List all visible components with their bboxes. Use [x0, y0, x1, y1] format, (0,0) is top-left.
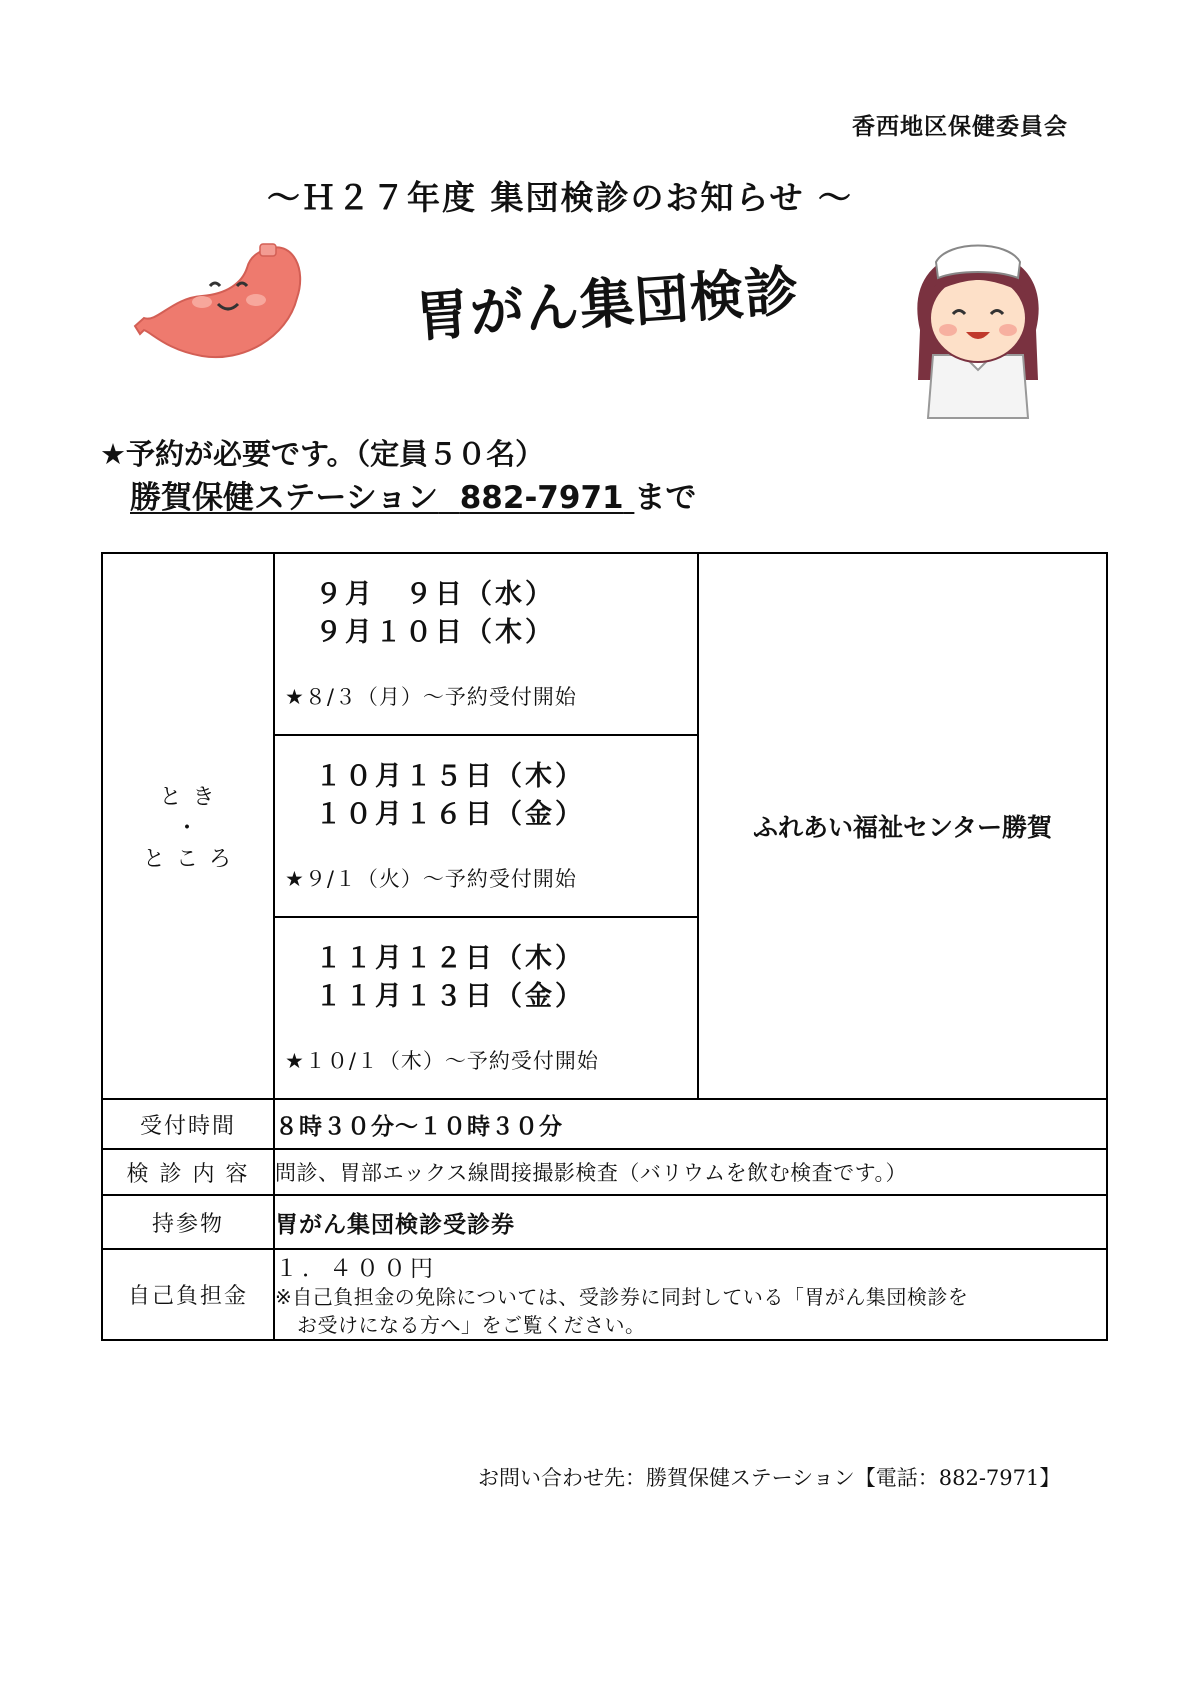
- session-date: ９月１０日（木）: [315, 617, 555, 648]
- table-row: [102, 553, 1107, 735]
- nurse-illustration: [898, 240, 1058, 420]
- contact-suffix: まで: [634, 480, 697, 516]
- session-dates: [275, 736, 697, 898]
- notice-title: ～Ｈ２７年度 集団検診のお知らせ ～: [267, 178, 853, 217]
- table-row: [102, 1249, 1107, 1340]
- fee-note: [275, 1283, 1106, 1339]
- when-where-label: [102, 553, 274, 1099]
- contact-name: 勝賀保健ステーション: [130, 480, 439, 516]
- fee-note-line: お受けになる方へ」をご覧ください。: [297, 1313, 646, 1337]
- bring-items-value: 胃がん集団検診受診券: [274, 1195, 1107, 1249]
- reservation-required: ★予約が必要です。（定員５０名）: [100, 437, 545, 471]
- session-date: ９月 ９日（水）: [315, 579, 555, 610]
- session-cell: [274, 735, 698, 917]
- fee-amount: １．４００円: [275, 1256, 437, 1282]
- table-row: [102, 1099, 1107, 1149]
- session-open-note: ★８/３（月）～予約受付開始: [285, 685, 577, 709]
- bring-items-label: 持参物: [102, 1195, 274, 1249]
- organization-name: 香西地区保健委員会: [852, 114, 1068, 140]
- session-dates: [275, 918, 697, 1080]
- session-date: １０月１６日（金）: [315, 799, 585, 830]
- label-where: と こ ろ: [143, 846, 233, 872]
- stomach-illustration: [132, 238, 312, 368]
- session-dates: [275, 554, 697, 716]
- session-date: １１月１２日（木）: [315, 943, 585, 974]
- reception-time-value: ８時３０分～１０時３０分: [274, 1099, 1107, 1149]
- contact-name-phone: [130, 480, 634, 516]
- session-open-note: ★１０/１（木）～予約受付開始: [285, 1049, 599, 1073]
- fee-cell: [274, 1249, 1107, 1340]
- footer-contact: お問い合わせ先：勝賀保健ステーション【電話：882-7971】: [478, 1466, 1061, 1490]
- session-cell: [274, 917, 698, 1099]
- reservation-contact: [130, 472, 696, 517]
- schedule-table: [101, 552, 1108, 1341]
- table-row: [102, 1195, 1107, 1249]
- exam-content-label: 検 診 内 容: [102, 1149, 274, 1195]
- session-cell: [274, 553, 698, 735]
- main-title: 胃がん集団検診: [413, 259, 802, 349]
- fee-label: 自己負担金: [102, 1249, 274, 1340]
- reception-time-label: 受付時間: [102, 1099, 274, 1149]
- contact-phone: 882-7971: [459, 480, 624, 516]
- venue: ふれあい福祉センター勝賀: [698, 553, 1107, 1099]
- session-date: １１月１３日（金）: [315, 981, 585, 1012]
- session-open-note: ★９/１（火）～予約受付開始: [285, 867, 577, 891]
- fee-note-line: ※自己負担金の免除については、受診券に同封している「胃がん集団検診を: [275, 1285, 969, 1309]
- label-dot: ・: [175, 815, 200, 841]
- session-date: １０月１５日（木）: [315, 761, 585, 792]
- table-row: [102, 1149, 1107, 1195]
- exam-content-value: 問診、胃部エックス線間接撮影検査（バリウムを飲む検査です。）: [274, 1149, 1107, 1195]
- label-when: と き: [159, 784, 217, 810]
